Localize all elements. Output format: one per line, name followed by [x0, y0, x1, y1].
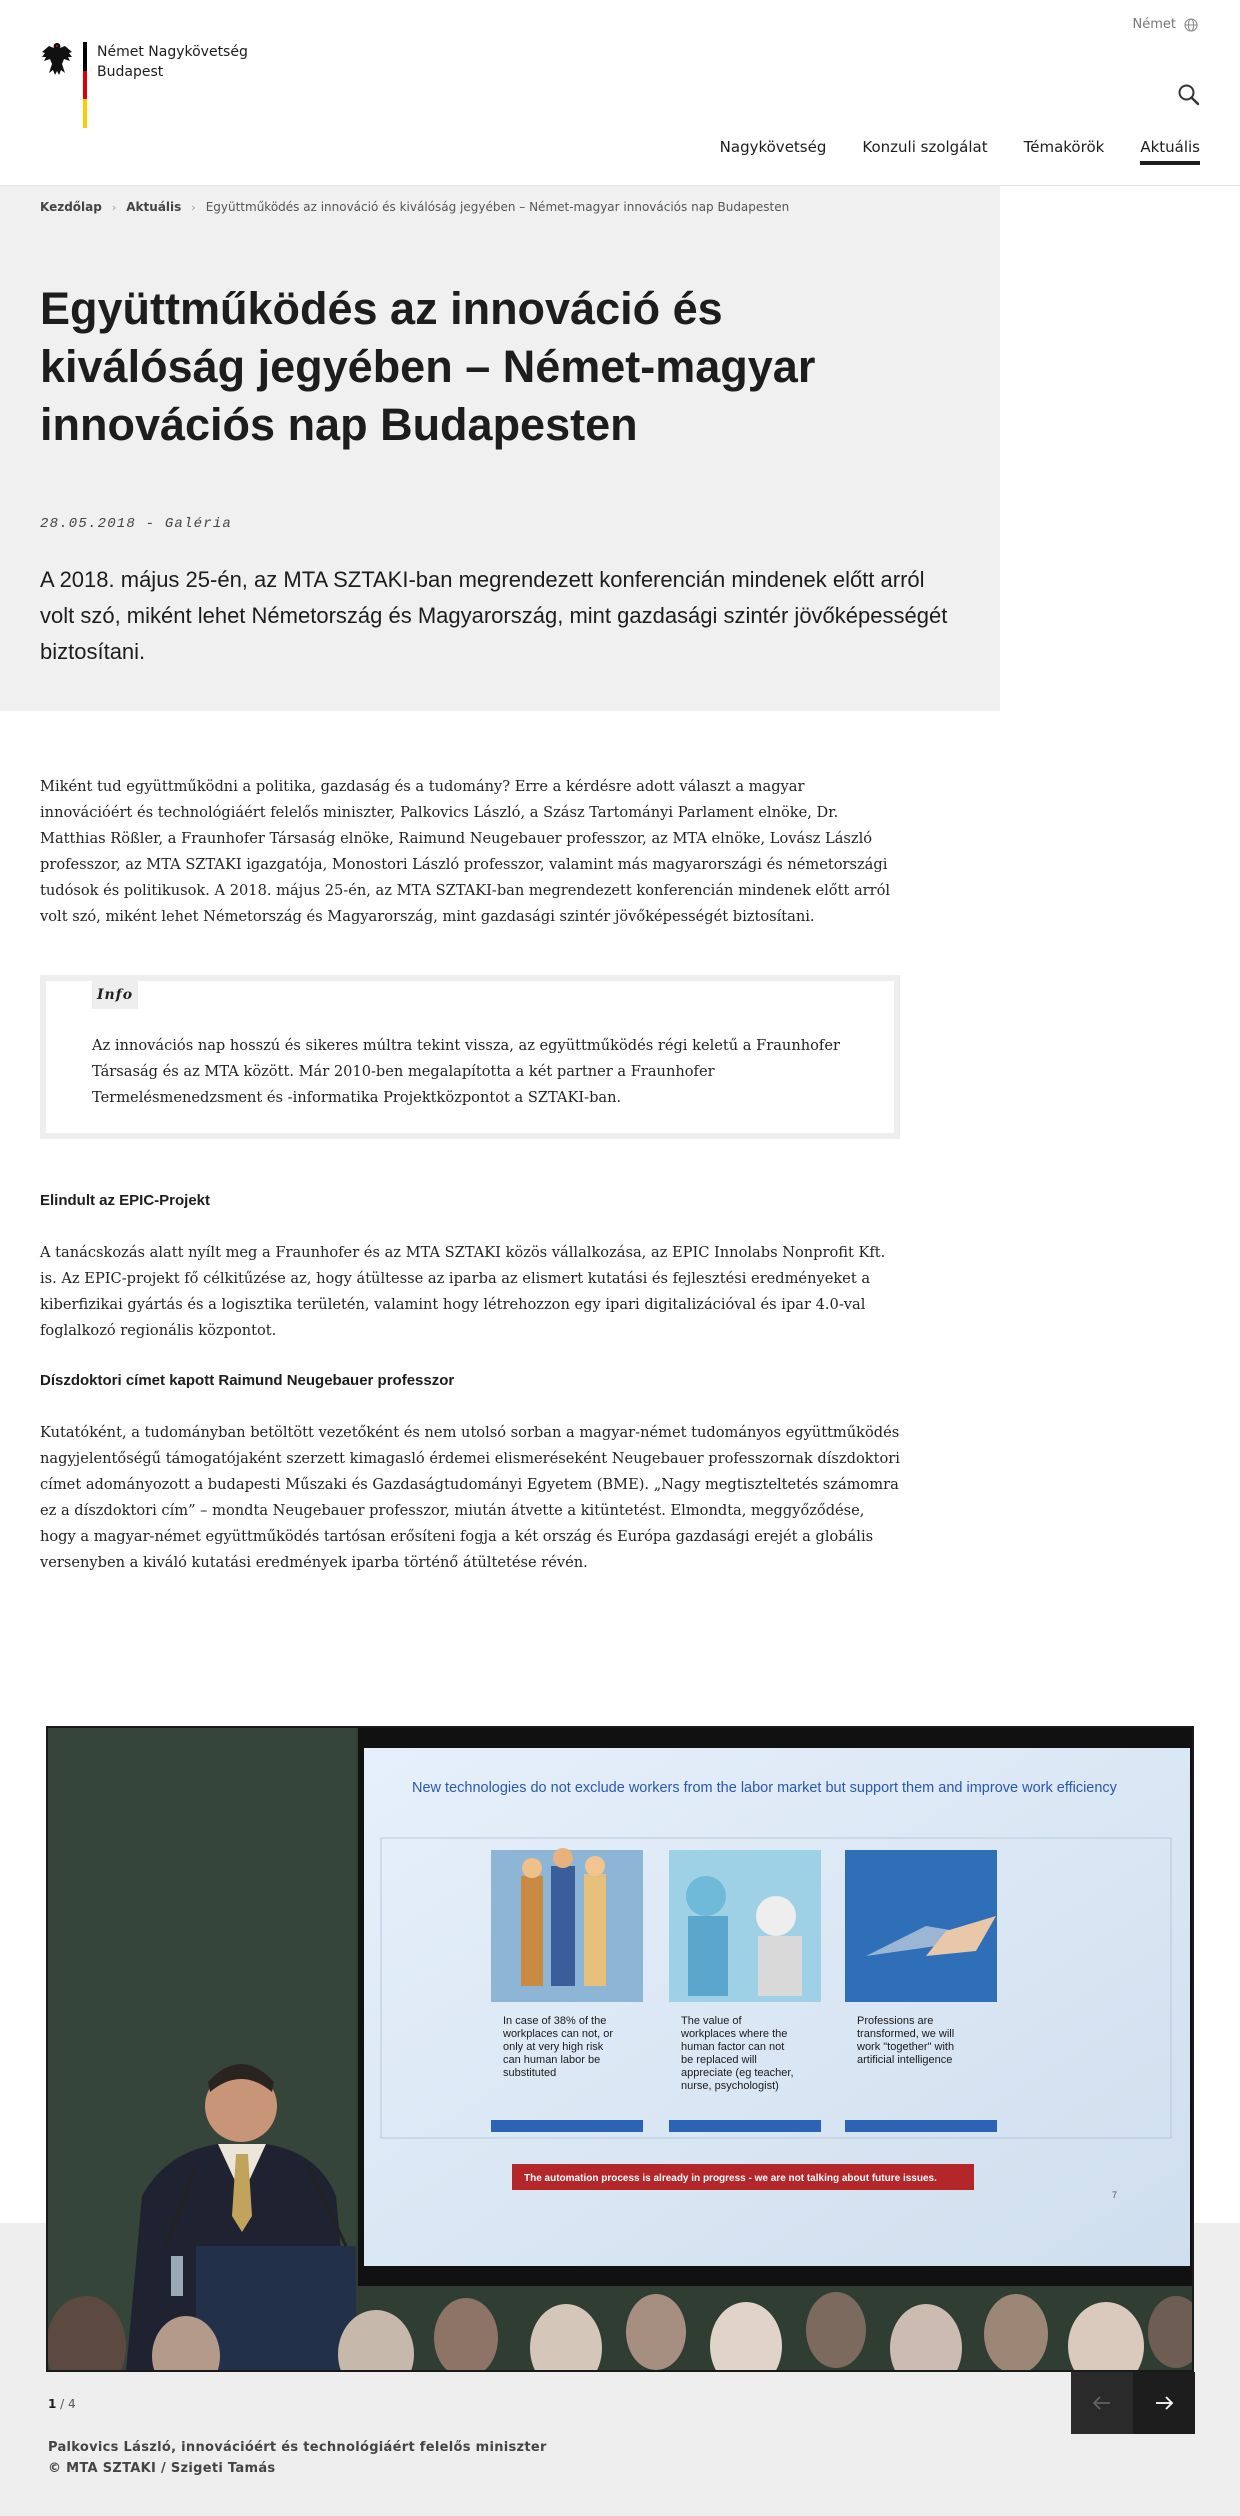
- arrow-left-icon: [1092, 2396, 1112, 2410]
- breadcrumb-home[interactable]: Kezdőlap: [40, 200, 102, 214]
- info-label: Info: [92, 981, 138, 1009]
- subheading-epic: Elindult az EPIC-Projekt: [40, 1192, 211, 1209]
- site-header: [0, 0, 1240, 186]
- article-paragraph-3: Kutatóként, a tudományban betöltött vezetőként és nem utolsó sorban a magyar-német tudományos együttműködés nagyjelentőségű támogatójaként szerzett kimagasló érdemei elismeréseként Neugebauer professzornak díszdoktori címet adományozott a budapesti Műszaki és Gazdaságtudományi Egyetem (BME). „Nagy megtiszteltetés számomra ez a díszdoktori cím” – mondta Neugebauer professzor, miután átvette a kitüntetést. Elmondta, meggyőződése, hogy a magyar-német együttműködés tartósan erősíteni fogja a két ország és Európa gazdasági erejét a globális versenyben a kiváló kutatási eredmények iparba történő átültetése révén.: [40, 1424, 900, 1571]
- gallery-counter: [48, 2397, 76, 2411]
- chevron-right-icon: ›: [111, 200, 117, 214]
- conference-photo: [46, 1726, 1194, 2372]
- globe-icon: [1184, 18, 1198, 32]
- slide-col3-line3: work "together" with: [857, 2041, 955, 2053]
- main-navigation: [720, 138, 1200, 165]
- meta-separator: -: [136, 516, 165, 532]
- slide-col3-line1: Professions are: [857, 2015, 934, 2027]
- gallery-caption: [48, 2437, 547, 2479]
- embassy-name-line2: Budapest: [97, 64, 164, 80]
- slide-col2-line1: The value of: [681, 2015, 742, 2027]
- slide-col1-line5: substituted: [503, 2067, 557, 2079]
- arrow-right-icon: [1154, 2396, 1174, 2410]
- article-hero: [0, 186, 1000, 711]
- slide-col1-line3: only at very high risk: [503, 2041, 604, 2053]
- article-paragraph-1: Miként tud együttműködni a politika, gazdaság és a tudomány? Erre a kérdésre adott választ a magyar innovációért és technológiáért felelős miniszter, Palkovics László, a Szász Tartományi Parlament elnöke, Dr. Matthias Rößler, a Fraunhofer Társaság elnöke, Raimund Neugebauer professzor, az MTA elnöke, Lovász László professzor, az MTA SZTAKI igazgatója, Monostori László professzor, valamint más magyarországi és németországi tudósok és politikusok. A 2018. május 25-én, az MTA SZTAKI-ban megrendezett konferencián mindenek előtt arról volt szó, miként lehet Németország és Magyarország, mint gazdasági szintér jövőképességét biztosítani.: [40, 778, 891, 925]
- info-text: Az innovációs nap hosszú és sikeres múltra tekint vissza, az együttműködés régi keletű a Fraunhofer Társaság és az MTA között. Már 2010-ben megalapította a két partner a Fraunhofer Termelésmenedzsment és -informatika Projektközpontot a SZTAKI-ban.: [92, 1037, 840, 1106]
- gallery-navigation: [1071, 2372, 1195, 2434]
- article-category: Galéria: [164, 516, 233, 532]
- gallery-next-button[interactable]: [1133, 2372, 1195, 2434]
- slide-col1-line1: In case of 38% of the: [503, 2015, 607, 2027]
- slide-headline: New technologies do not exclude workers from the labor market but support them and improve work efficiency: [412, 1780, 1117, 1796]
- slide-col2-line4: be replaced will: [681, 2054, 757, 2066]
- slide-col3-line2: transformed, we will: [857, 2028, 955, 2040]
- breadcrumb-current: Együttműködés az innováció és kiválóság jegyében – Német-magyar innovációs nap Budapesten: [205, 200, 790, 214]
- gallery-prev-button[interactable]: [1071, 2372, 1133, 2434]
- article-date: 28.05.2018: [40, 516, 137, 532]
- page-title: Együttműködés az innováció és kiválóság jegyében – Német-magyar innovációs nap Budapesten: [40, 283, 816, 450]
- german-flag-bar: [83, 42, 87, 128]
- embassy-name[interactable]: [97, 42, 248, 82]
- nav-item-aktualis[interactable]: Aktuális: [1140, 138, 1200, 165]
- article-paragraph-2: A tanácskozás alatt nyílt meg a Fraunhofer és az MTA SZTAKI közös vállalkozása, az EPIC Innolabs Nonprofit Kft. is. Az EPIC-projekt fő célkitűzése az, hogy átültesse az iparba az elismert kutatási és fejlesztési eredményeket a kiberfizikai gyártás és a logisztika területén, valamint hogy létrehozzon egy ipari digitalizációval és ipar 4.0-val foglalkozó regionális központot.: [40, 1244, 886, 1339]
- federal-eagle-logo[interactable]: [40, 40, 74, 78]
- language-label: Német: [1132, 17, 1176, 32]
- gallery-credit: © MTA SZTAKI / Szigeti Tamás: [48, 2461, 276, 2476]
- article-meta: [40, 516, 232, 532]
- nav-item-temakorok[interactable]: Témakörök: [1023, 138, 1105, 156]
- breadcrumb-section[interactable]: Aktuális: [126, 200, 182, 214]
- language-switcher[interactable]: [1133, 17, 1198, 32]
- subheading-honorary-doctorate: Díszdoktori címet kapott Raimund Neugebauer professzor: [40, 1372, 455, 1389]
- gallery-caption-text: Palkovics László, innovációért és technológiáért felelős miniszter: [48, 2440, 547, 2455]
- slide-banner-text: The automation process is already in progress - we are not talking about future issues.: [524, 2173, 937, 2184]
- nav-item-konzuli-szolgalat[interactable]: Konzuli szolgálat: [862, 138, 988, 156]
- info-box: [40, 975, 900, 1139]
- gallery-current-index: 1: [48, 2397, 57, 2411]
- slide-col2-line5: appreciate (eg teacher,: [681, 2067, 794, 2079]
- search-icon[interactable]: [1176, 82, 1202, 108]
- slide-col2-line3: human factor can not: [681, 2041, 785, 2053]
- slide-page-number: 7: [1112, 2190, 1118, 2200]
- nav-item-nagykovetseg[interactable]: Nagykövetség: [719, 138, 827, 156]
- breadcrumb: [40, 200, 789, 214]
- slide-col3-line4: artificial intelligence: [857, 2054, 953, 2066]
- slide-col2-line2: workplaces where the: [681, 2028, 788, 2040]
- gallery-slide-image[interactable]: [46, 1726, 1194, 2372]
- embassy-name-line1: Német Nagykövetség: [97, 44, 248, 60]
- slide-col1-line2: workplaces can not, or: [503, 2028, 614, 2040]
- article-lead: A 2018. május 25-én, az MTA SZTAKI-ban megrendezett konferencián mindenek előtt arról volt szó, miként lehet Németország és Magyarország, mint gazdasági szintér jövőképességét biztosítani.: [40, 567, 948, 664]
- slide-col1-line4: can human labor be: [503, 2054, 601, 2066]
- chevron-right-icon: ›: [191, 200, 196, 214]
- gallery-counter-separator: /: [56, 2397, 69, 2411]
- slide-col2-line6: nurse, psychologist): [681, 2080, 779, 2092]
- gallery-total: 4: [68, 2397, 76, 2411]
